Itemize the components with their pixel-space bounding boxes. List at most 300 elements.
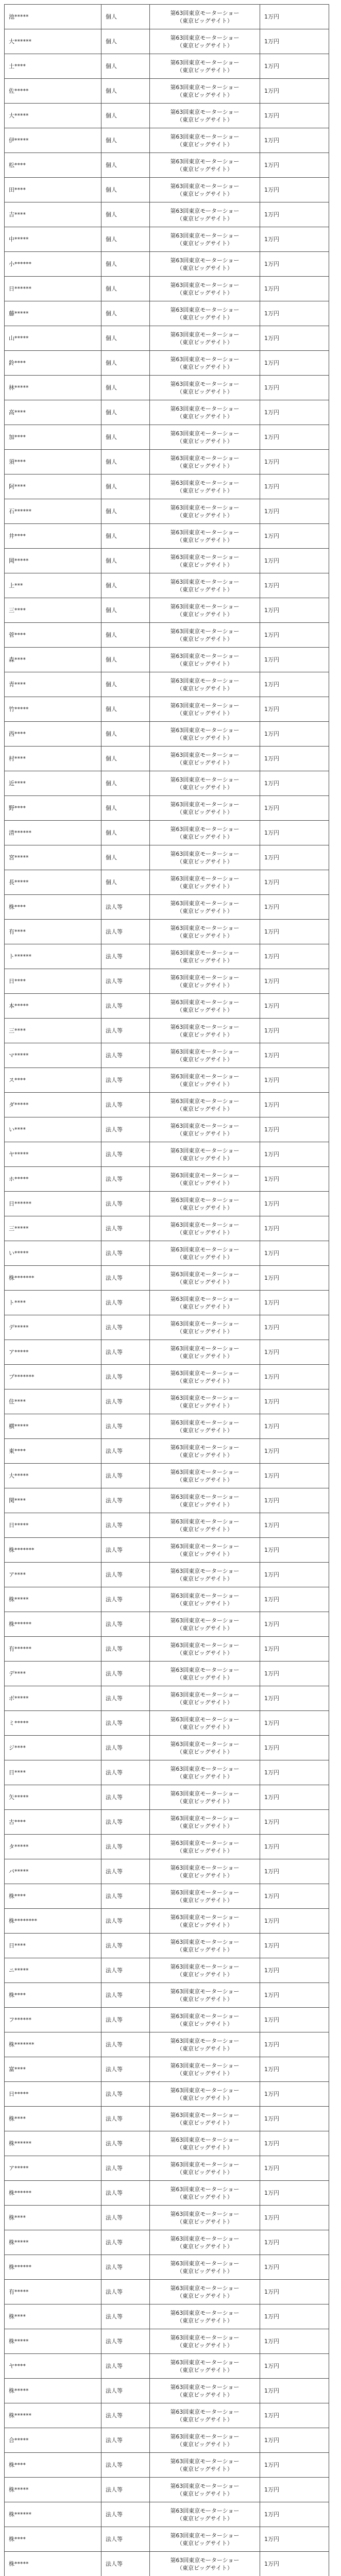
event-line: 第63回東京モーターショー (170, 1988, 240, 1995)
amount-cell: 1万円 (260, 2156, 329, 2181)
amount-cell: 1万円 (260, 1612, 329, 1637)
table-row (5, 2379, 329, 2403)
donor-name-cell: 株******* (5, 1266, 101, 1291)
donor-name-cell: 株**** (5, 2304, 101, 2329)
event-cell (150, 1389, 260, 1414)
table-row (5, 573, 329, 598)
donor-type-cell: 法人等 (101, 2329, 150, 2354)
event-line: 第63回東京モーターショー (170, 430, 240, 437)
amount-cell: 1万円 (260, 2478, 329, 2502)
table-row (5, 2206, 329, 2230)
event-line: 第63回東京モーターショー (170, 1196, 240, 1204)
event-line: （東京ビッグサイト） (177, 2045, 233, 2052)
amount-cell: 1万円 (260, 2379, 329, 2403)
event-line: （東京ビッグサイト） (177, 1253, 233, 1261)
amount-cell: 1万円 (260, 1365, 329, 1389)
table-row (5, 499, 329, 524)
donor-type-cell: 個人 (101, 722, 150, 747)
event-line: （東京ビッグサイト） (177, 314, 233, 321)
table-row (5, 2329, 329, 2354)
event-line: （東京ビッグサイト） (177, 784, 233, 791)
event-cell (150, 301, 260, 326)
donor-name-cell: 大****** (5, 29, 101, 54)
donor-name-cell: 日**** (5, 969, 101, 994)
amount-cell: 1万円 (260, 573, 329, 598)
donor-type-cell: 法人等 (101, 2008, 150, 2032)
table-row (5, 2552, 329, 2576)
event-line: （東京ビッグサイト） (177, 190, 233, 197)
donor-name-cell: 小****** (5, 252, 101, 277)
event-line: 第63回東京モーターショー (170, 1740, 240, 1748)
event-line: （東京ビッグサイト） (177, 1723, 233, 1731)
donor-name-cell: パ***** (5, 1859, 101, 1884)
event-line: （東京ビッグサイト） (177, 1921, 233, 1928)
event-line: （東京ビッグサイト） (177, 1822, 233, 1829)
table-row (5, 474, 329, 499)
event-line: （東京ビッグサイト） (177, 1575, 233, 1582)
event-cell (150, 1340, 260, 1365)
amount-cell: 1万円 (260, 1587, 329, 1612)
event-cell (150, 2527, 260, 2552)
amount-cell: 1万円 (260, 1686, 329, 1711)
amount-cell: 1万円 (260, 2304, 329, 2329)
event-line: （東京ビッグサイト） (177, 1427, 233, 1434)
amount-cell: 1万円 (260, 1958, 329, 1983)
event-line: （東京ビッグサイト） (177, 1600, 233, 1607)
donor-type-cell: 個人 (101, 29, 150, 54)
amount-cell: 1万円 (260, 1884, 329, 1909)
event-line: （東京ビッグサイト） (177, 264, 233, 272)
event-cell (150, 870, 260, 895)
event-line: 第63回東京モーターショー (170, 751, 240, 758)
amount-cell: 1万円 (260, 697, 329, 722)
table-row (5, 920, 329, 944)
donor-name-cell: 清****** (5, 821, 101, 845)
event-line: （東京ビッグサイト） (177, 734, 233, 741)
table-row (5, 1068, 329, 1093)
event-cell (150, 1365, 260, 1389)
event-line: （東京ビッグサイト） (177, 1451, 233, 1459)
event-cell (150, 2255, 260, 2280)
event-cell (150, 549, 260, 573)
amount-cell: 1万円 (260, 2552, 329, 2576)
amount-cell: 1万円 (260, 1414, 329, 1439)
event-cell (150, 2107, 260, 2131)
donor-type-cell: 法人等 (101, 1909, 150, 1934)
table-row (5, 747, 329, 771)
amount-cell: 1万円 (260, 821, 329, 845)
amount-cell: 1万円 (260, 1835, 329, 1859)
donor-type-cell: 個人 (101, 178, 150, 202)
event-line: 第63回東京モーターショー (170, 2062, 240, 2069)
event-cell (150, 1760, 260, 1785)
event-line: （東京ビッグサイト） (177, 17, 233, 24)
event-line: 第63回東京モーターショー (170, 2210, 240, 2217)
donor-type-cell: 法人等 (101, 1439, 150, 1464)
table-row (5, 969, 329, 994)
table-row (5, 277, 329, 301)
amount-cell: 1万円 (260, 474, 329, 499)
table-row (5, 1760, 329, 1785)
event-cell (150, 277, 260, 301)
table-row (5, 1043, 329, 1068)
event-line: （東京ビッグサイト） (177, 437, 233, 445)
event-cell (150, 2082, 260, 2107)
event-line: （東京ビッグサイト） (177, 1699, 233, 1706)
event-cell (150, 178, 260, 202)
donor-type-cell: 法人等 (101, 2181, 150, 2206)
event-cell (150, 450, 260, 474)
event-cell (150, 1241, 260, 1266)
amount-cell: 1万円 (260, 54, 329, 79)
table-row (5, 845, 329, 870)
event-cell (150, 1142, 260, 1167)
amount-cell: 1万円 (260, 1043, 329, 1068)
event-cell (150, 697, 260, 722)
table-row (5, 301, 329, 326)
donor-type-cell: 個人 (101, 672, 150, 697)
donor-name-cell: ホ***** (5, 1167, 101, 1192)
donor-type-cell: 個人 (101, 400, 150, 425)
event-line: 第63回東京モーターショー (170, 1864, 240, 1871)
donor-type-cell: 法人等 (101, 2230, 150, 2255)
donor-type-cell: 個人 (101, 697, 150, 722)
event-cell (150, 2230, 260, 2255)
event-line: （東京ビッグサイト） (177, 685, 233, 692)
event-line: （東京ビッグサイト） (177, 2119, 233, 2126)
event-cell (150, 2379, 260, 2403)
donor-type-cell: 個人 (101, 425, 150, 450)
donor-name-cell: 高**** (5, 400, 101, 425)
amount-cell: 1万円 (260, 895, 329, 920)
table-row (5, 895, 329, 920)
donor-name-cell: 有****** (5, 1637, 101, 1662)
event-line: 第63回東京モーターショー (170, 1468, 240, 1476)
amount-cell: 1万円 (260, 944, 329, 969)
event-line: 第63回東京モーターショー (170, 133, 240, 140)
event-line: （東京ビッグサイト） (177, 512, 233, 519)
donor-name-cell: 中***** (5, 227, 101, 252)
donor-type-cell: 法人等 (101, 1760, 150, 1785)
event-line: （東京ビッグサイト） (177, 709, 233, 717)
event-line: 第63回東京モーターショー (170, 59, 240, 66)
event-line: 第63回東京モーターショー (170, 1493, 240, 1500)
event-line: 第63回東京モーターショー (170, 2433, 240, 2440)
donor-type-cell: 個人 (101, 747, 150, 771)
table-row (5, 1637, 329, 1662)
donor-name-cell: 株**** (5, 1983, 101, 2008)
event-line: （東京ビッグサイト） (177, 215, 233, 222)
event-line: 第63回東京モーターショー (170, 1270, 240, 1278)
donor-type-cell: 個人 (101, 549, 150, 573)
event-cell (150, 672, 260, 697)
donor-name-cell: 日****** (5, 1192, 101, 1216)
event-line: 第63回東京モーターショー (170, 2334, 240, 2341)
amount-cell: 1万円 (260, 277, 329, 301)
event-line: 第63回東京モーターショー (170, 949, 240, 956)
donor-type-cell: 法人等 (101, 1686, 150, 1711)
event-line: （東京ビッグサイト） (177, 2465, 233, 2472)
donor-type-cell: 法人等 (101, 2552, 150, 2576)
event-line: 第63回東京モーターショー (170, 1369, 240, 1377)
event-line: （東京ビッグサイト） (177, 536, 233, 544)
donor-type-cell: 法人等 (101, 1167, 150, 1192)
amount-cell: 1万円 (260, 2082, 329, 2107)
donor-type-cell: 法人等 (101, 944, 150, 969)
event-cell (150, 2131, 260, 2156)
event-cell (150, 326, 260, 351)
event-cell (150, 1810, 260, 1835)
donor-name-cell: 株****** (5, 2181, 101, 2206)
table-row (5, 1365, 329, 1389)
donor-type-cell: 法人等 (101, 920, 150, 944)
amount-cell: 1万円 (260, 747, 329, 771)
event-cell (150, 2181, 260, 2206)
donor-name-cell: 伊***** (5, 128, 101, 153)
event-line: 第63回東京モーターショー (170, 34, 240, 41)
event-line: 第63回東京モーターショー (170, 380, 240, 387)
table-row (5, 425, 329, 450)
event-line: 第63回東京モーターショー (170, 331, 240, 338)
event-cell (150, 1216, 260, 1241)
donor-name-cell: 青**** (5, 672, 101, 697)
event-line: （東京ビッグサイト） (177, 932, 233, 939)
donor-name-cell: 株***** (5, 2478, 101, 2502)
table-row (5, 771, 329, 796)
donor-type-cell: 個人 (101, 5, 150, 29)
table-row (5, 178, 329, 202)
event-line: （東京ビッグサイト） (177, 1031, 233, 1038)
table-row (5, 2280, 329, 2304)
amount-cell: 1万円 (260, 2107, 329, 2131)
table-row (5, 1810, 329, 1835)
amount-cell: 1万円 (260, 648, 329, 672)
donor-type-cell: 個人 (101, 623, 150, 648)
event-line: 第63回東京モーターショー (170, 1419, 240, 1426)
event-line: 第63回東京モーターショー (170, 1889, 240, 1896)
amount-cell: 1万円 (260, 326, 329, 351)
table-row (5, 2478, 329, 2502)
amount-cell: 1万円 (260, 2403, 329, 2428)
donor-type-cell: 個人 (101, 153, 150, 178)
event-line: 第63回東京モーターショー (170, 801, 240, 808)
event-line: 第63回東京モーターショー (170, 207, 240, 214)
table-row (5, 2304, 329, 2329)
event-cell (150, 895, 260, 920)
table-row (5, 2354, 329, 2379)
event-cell (150, 2403, 260, 2428)
event-line: 第63回東京モーターショー (170, 2556, 240, 2564)
table-row (5, 1859, 329, 1884)
amount-cell: 1万円 (260, 672, 329, 697)
donor-name-cell: 株**** (5, 2107, 101, 2131)
event-line: （東京ビッグサイト） (177, 1748, 233, 1755)
event-cell (150, 1093, 260, 1117)
event-cell (150, 29, 260, 54)
donor-name-cell: ス**** (5, 1068, 101, 1093)
table-row (5, 1983, 329, 2008)
event-cell (150, 1686, 260, 1711)
event-line: 第63回東京モーターショー (170, 677, 240, 684)
event-line: （東京ビッグサイト） (177, 42, 233, 49)
donor-type-cell: 法人等 (101, 1192, 150, 1216)
donor-name-cell: 日**** (5, 1760, 101, 1785)
donor-name-cell: ヤ***** (5, 1142, 101, 1167)
event-line: （東京ビッグサイト） (177, 1179, 233, 1187)
table-row (5, 1587, 329, 1612)
event-line: 第63回東京モーターショー (170, 850, 240, 857)
event-line: （東京ビッグサイト） (177, 1105, 233, 1112)
donor-name-cell: 関**** (5, 1488, 101, 1513)
donor-type-cell: 個人 (101, 474, 150, 499)
event-line: （東京ビッグサイト） (177, 1130, 233, 1137)
amount-cell: 1万円 (260, 1093, 329, 1117)
table-row (5, 2403, 329, 2428)
donor-name-cell: デ**** (5, 1662, 101, 1686)
amount-cell: 1万円 (260, 1389, 329, 1414)
event-line: （東京ビッグサイト） (177, 2342, 233, 2349)
table-row (5, 598, 329, 623)
donor-name-cell: ト****** (5, 944, 101, 969)
donor-type-cell: 法人等 (101, 1612, 150, 1637)
event-cell (150, 969, 260, 994)
event-line: 第63回東京モーターショー (170, 2507, 240, 2514)
donor-name-cell: ヤ**** (5, 2354, 101, 2379)
amount-cell: 1万円 (260, 845, 329, 870)
table-row (5, 1414, 329, 1439)
donor-name-cell: 三**** (5, 1019, 101, 1043)
donor-type-cell: 法人等 (101, 2478, 150, 2502)
donor-name-cell: 西**** (5, 722, 101, 747)
event-line: 第63回東京モーターショー (170, 974, 240, 981)
table-row (5, 1291, 329, 1315)
donor-name-cell: 株***** (5, 2329, 101, 2354)
event-cell (150, 1587, 260, 1612)
amount-cell: 1万円 (260, 2280, 329, 2304)
amount-cell: 1万円 (260, 1785, 329, 1810)
amount-cell: 1万円 (260, 29, 329, 54)
event-line: 第63回東京モーターショー (170, 1295, 240, 1302)
amount-cell: 1万円 (260, 376, 329, 400)
amount-cell: 1万円 (260, 870, 329, 895)
event-line: （東京ビッグサイト） (177, 2168, 233, 2176)
event-line: 第63回東京モーターショー (170, 1641, 240, 1649)
donor-name-cell: 合***** (5, 2428, 101, 2453)
event-cell (150, 1859, 260, 1884)
event-line: 第63回東京モーターショー (170, 1048, 240, 1055)
donor-name-cell: い**** (5, 1117, 101, 1142)
donor-type-cell: 法人等 (101, 1142, 150, 1167)
amount-cell: 1万円 (260, 1241, 329, 1266)
donor-name-cell: 岡***** (5, 549, 101, 573)
donor-type-cell: 法人等 (101, 2206, 150, 2230)
event-cell (150, 1315, 260, 1340)
donor-name-cell: 吉**** (5, 202, 101, 227)
table-row (5, 722, 329, 747)
amount-cell: 1万円 (260, 524, 329, 549)
donor-type-cell: 法人等 (101, 1389, 150, 1414)
donor-name-cell: 株****** (5, 2255, 101, 2280)
donor-name-cell: 藤***** (5, 301, 101, 326)
amount-cell: 1万円 (260, 1637, 329, 1662)
event-line: 第63回東京モーターショー (170, 2532, 240, 2539)
donor-type-cell: 個人 (101, 326, 150, 351)
event-cell (150, 2280, 260, 2304)
donor-type-cell: 法人等 (101, 1785, 150, 1810)
donor-name-cell: ジ**** (5, 1736, 101, 1760)
event-line: （東京ビッグサイト） (177, 2515, 233, 2522)
donor-name-cell: 有***** (5, 2280, 101, 2304)
donor-name-cell: 株***** (5, 2552, 101, 2576)
event-line: 第63回東京モーターショー (170, 1073, 240, 1080)
event-cell (150, 54, 260, 79)
event-cell (150, 994, 260, 1019)
table-row (5, 2057, 329, 2082)
table-row (5, 1958, 329, 1983)
amount-cell: 1万円 (260, 771, 329, 796)
event-line: （東京ビッグサイト） (177, 2070, 233, 2077)
event-line: 第63回東京モーターショー (170, 1938, 240, 1945)
donor-type-cell: 法人等 (101, 1513, 150, 1538)
table-row (5, 672, 329, 697)
event-cell (150, 351, 260, 376)
donor-name-cell: 本***** (5, 994, 101, 1019)
amount-cell: 1万円 (260, 1859, 329, 1884)
donor-type-cell: 法人等 (101, 2082, 150, 2107)
donor-name-cell: 東**** (5, 1439, 101, 1464)
donor-type-cell: 法人等 (101, 1662, 150, 1686)
amount-cell: 1万円 (260, 425, 329, 450)
event-cell (150, 1538, 260, 1563)
amount-cell: 1万円 (260, 79, 329, 104)
event-line: （東京ビッグサイト） (177, 586, 233, 593)
donor-type-cell: 法人等 (101, 1934, 150, 1958)
donor-type-cell: 法人等 (101, 1488, 150, 1513)
amount-cell: 1万円 (260, 2131, 329, 2156)
event-cell (150, 1983, 260, 2008)
table-row (5, 128, 329, 153)
event-cell (150, 1835, 260, 1859)
donation-table (4, 4, 329, 2576)
event-line: 第63回東京モーターショー (170, 1592, 240, 1599)
event-cell (150, 2428, 260, 2453)
event-line: （東京ビッグサイト） (177, 462, 233, 469)
table-row (5, 1340, 329, 1365)
donor-type-cell: 法人等 (101, 2156, 150, 2181)
event-line: 第63回東京モーターショー (170, 1913, 240, 1921)
donor-name-cell: 株**** (5, 2527, 101, 2552)
donor-type-cell: 法人等 (101, 2403, 150, 2428)
amount-cell: 1万円 (260, 2008, 329, 2032)
donor-type-cell: 法人等 (101, 1414, 150, 1439)
event-line: （東京ビッグサイト） (177, 1155, 233, 1162)
event-line: （東京ビッグサイト） (177, 1624, 233, 1632)
donor-name-cell: 田**** (5, 178, 101, 202)
event-cell (150, 1439, 260, 1464)
event-line: （東京ビッグサイト） (177, 1006, 233, 1013)
amount-cell: 1万円 (260, 1439, 329, 1464)
event-line: 第63回東京モーターショー (170, 1617, 240, 1624)
amount-cell: 1万円 (260, 227, 329, 252)
event-line: （東京ビッグサイト） (177, 1649, 233, 1656)
event-line: （東京ビッグサイト） (177, 363, 233, 370)
table-row (5, 1142, 329, 1167)
event-line: （東京ビッグサイト） (177, 2416, 233, 2423)
event-line: 第63回東京モーターショー (170, 1666, 240, 1673)
event-cell (150, 845, 260, 870)
table-row (5, 870, 329, 895)
donor-name-cell: 阿**** (5, 474, 101, 499)
